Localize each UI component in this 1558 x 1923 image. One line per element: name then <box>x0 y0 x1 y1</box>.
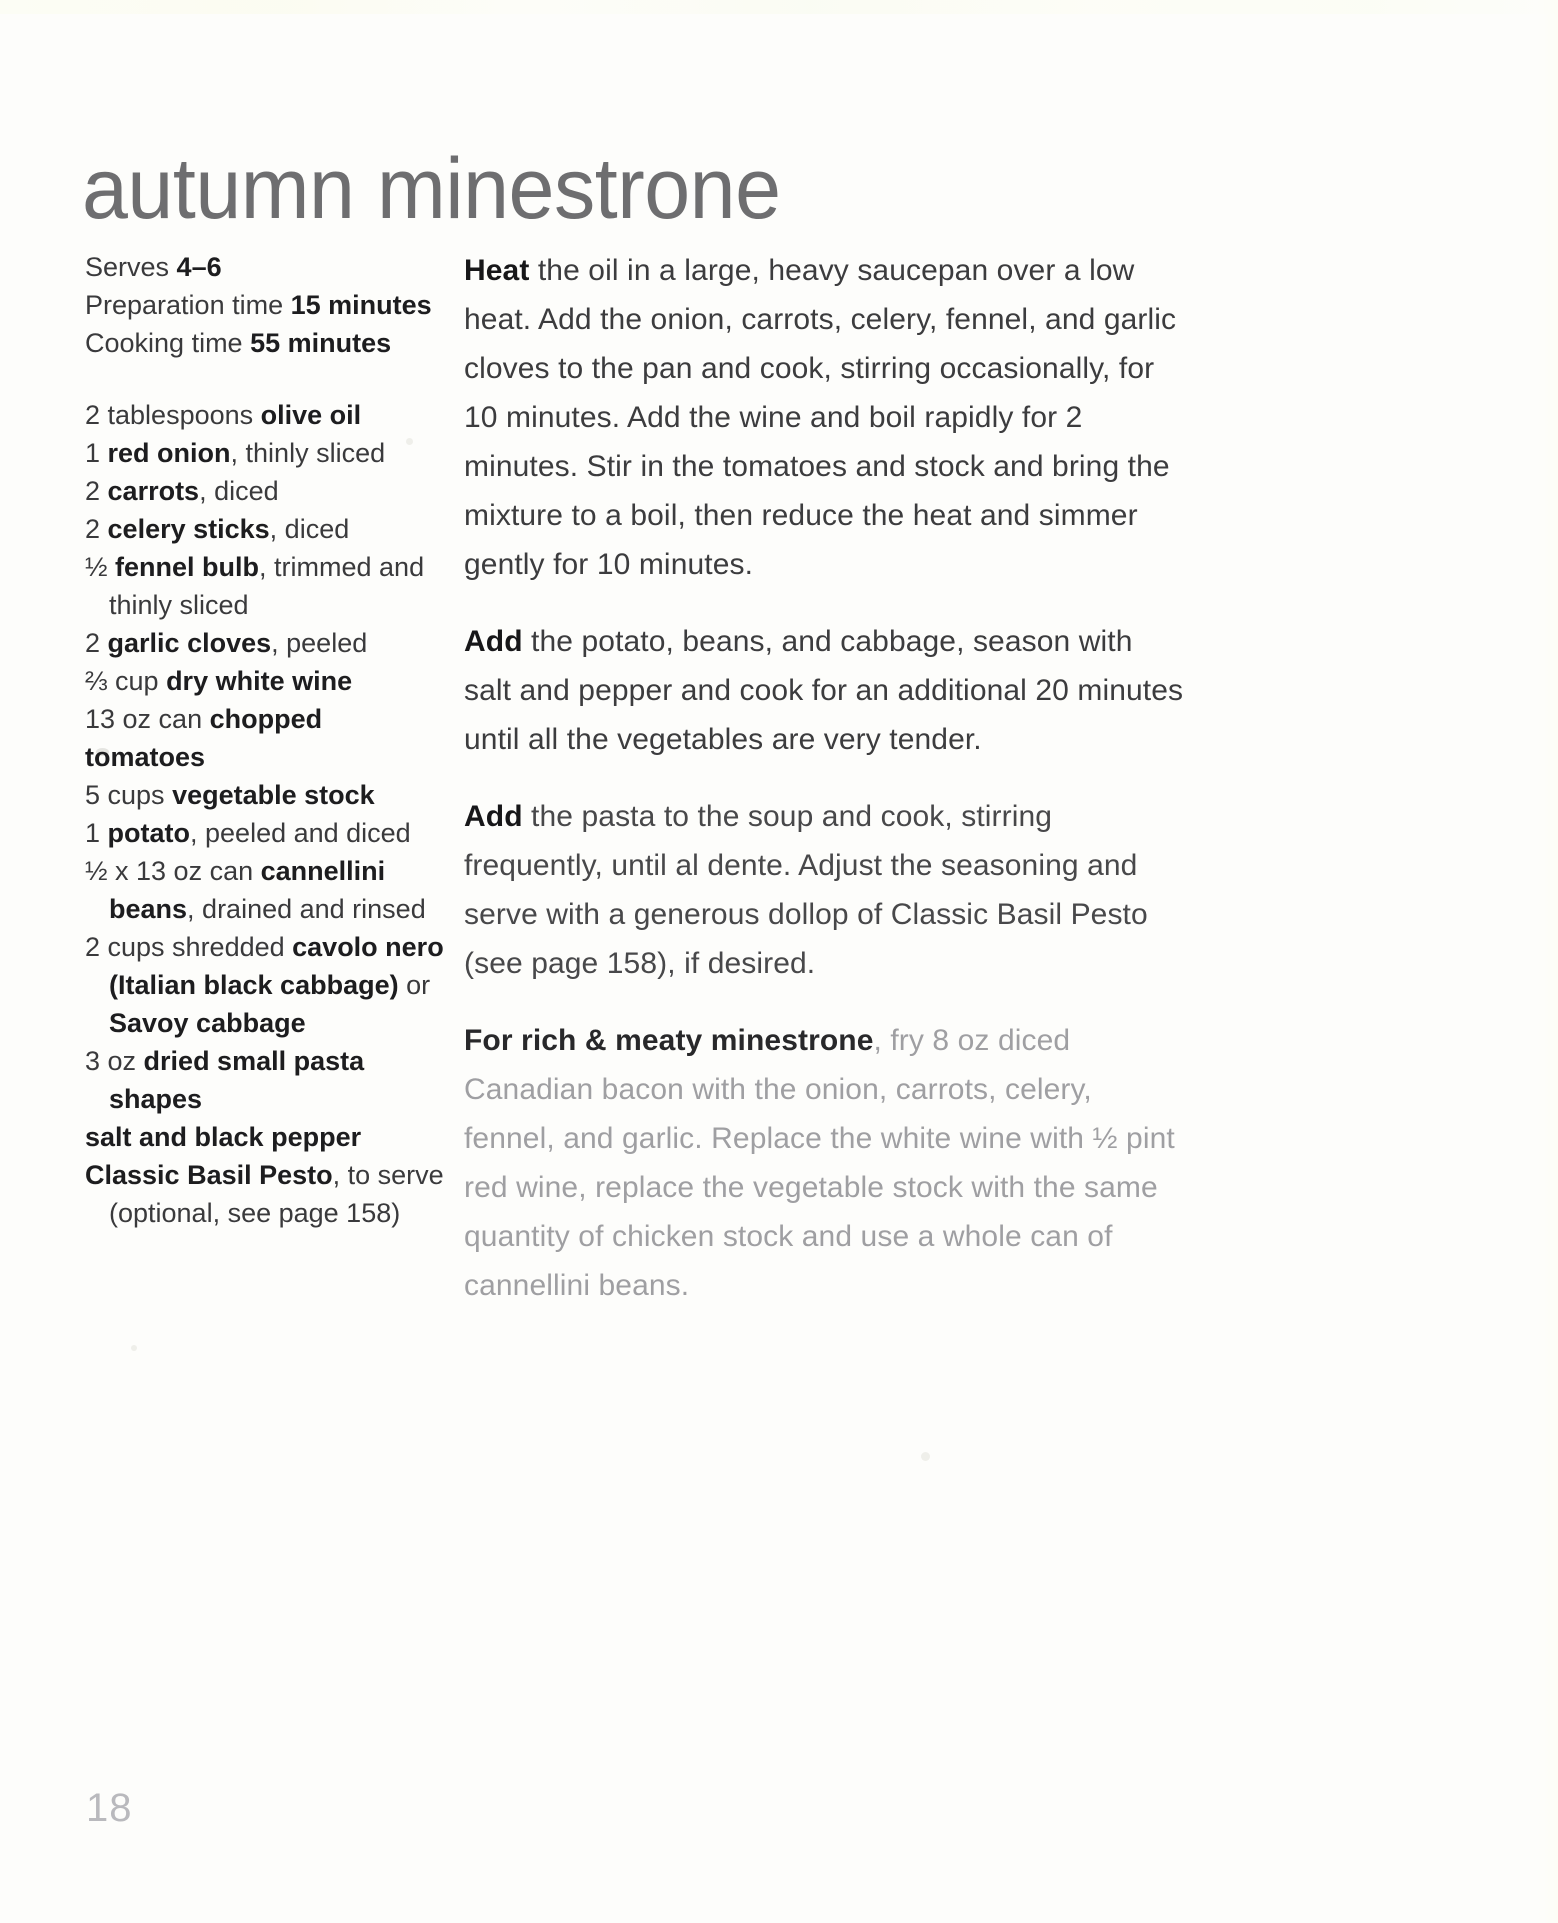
ingredient-name-continued-2: Savoy cabbage <box>109 1008 306 1038</box>
ingredient-item <box>85 814 445 852</box>
method-step <box>464 246 1186 589</box>
ingredient-name: carrots <box>107 476 200 506</box>
ingredient-note-continued: (optional, see page 158) <box>109 1198 401 1228</box>
page-title: autumn minestrone <box>82 140 781 237</box>
ingredient-quantity: 2 <box>85 628 108 658</box>
method-step-lead-word: Add <box>464 800 523 833</box>
ingredient-note: , peeled <box>271 628 368 658</box>
method-step <box>464 792 1186 988</box>
ingredient-name: dried small pasta <box>143 1046 365 1076</box>
ingredient-note-continued: thinly sliced <box>109 590 249 620</box>
meta-serves-value: 4–6 <box>176 252 222 282</box>
meta-preparation-time-value: 15 minutes <box>290 290 432 320</box>
scan-tint-top-edge <box>0 0 1558 14</box>
ingredient-quantity: 1 <box>85 438 108 468</box>
recipe-variation <box>464 1016 1186 1310</box>
ingredient-quantity: 13 oz can <box>85 704 210 734</box>
ingredient-name-continued: beans, drained and rinsed <box>109 894 426 924</box>
recipe-variation-lead: For rich & meaty minestrone <box>464 1024 874 1057</box>
ingredient-name: red onion <box>107 438 231 468</box>
ingredient-quantity: ½ x 13 oz can <box>85 856 261 886</box>
ingredient-quantity: 3 oz <box>85 1046 144 1076</box>
ingredient-name-continued: (Italian black cabbage) or <box>109 970 431 1000</box>
method-step-lead-word: Add <box>464 625 523 658</box>
ingredient-item <box>85 928 445 1042</box>
method-step-text: the potato, beans, and cabbage, season with salt and pepper and cook for an additional 20 minutes until all the vegetables are very tender. <box>464 625 1184 756</box>
ingredient-quantity: ½ <box>85 552 116 582</box>
method-step-text: the pasta to the soup and cook, stirring frequently, until al dente. Adjust the seasoning and serve with a generous dollop of Classic Basil Pesto (see page 158), if desired. <box>464 800 1148 980</box>
ingredient-quantity: ⅔ cup <box>85 666 167 696</box>
ingredient-item <box>85 396 445 434</box>
ingredient-item <box>85 1156 445 1232</box>
ingredient-quantity: 2 cups shredded <box>85 932 293 962</box>
ingredient-name: Classic Basil Pesto <box>85 1160 333 1190</box>
ingredient-note: , diced <box>269 514 350 544</box>
ingredient-name: potato <box>107 818 191 848</box>
ingredient-item <box>85 776 445 814</box>
method-column <box>464 246 1186 1338</box>
ingredient-quantity: 5 cups <box>85 780 173 810</box>
ingredient-name: vegetable stock <box>172 780 375 810</box>
ingredient-item <box>85 852 445 928</box>
ingredient-item <box>85 700 445 776</box>
ingredient-note: , peeled and diced <box>190 818 411 848</box>
ingredient-item <box>85 472 445 510</box>
recipe-meta <box>85 248 445 362</box>
recipe-variation-text: , fry 8 oz diced Canadian bacon with the onion, carrots, celery, fennel, and garlic. Replace the white wine with ½ pint red wine, replace the vegetable stock with the same quantity of chicken stock and use a whole can of cannellini beans. <box>464 1024 1175 1302</box>
meta-serves <box>85 248 445 286</box>
ingredient-quantity: 1 <box>85 818 108 848</box>
method-step-text: the oil in a large, heavy saucepan over a low heat. Add the onion, carrots, celery, fennel, and garlic cloves to the pan and cook, stirring occasionally, for 10 minutes. Add the wine and boil rapidly for 2 minutes. Stir in the tomatoes and stock and bring the mixture to a boil, then reduce the heat and simmer gently for 10 minutes. <box>464 254 1177 581</box>
ingredient-name: fennel bulb <box>115 552 260 582</box>
ingredient-note: , diced <box>199 476 279 506</box>
ingredient-item <box>85 1118 445 1156</box>
ingredient-item <box>85 624 445 662</box>
ingredients-column <box>85 248 445 1232</box>
meta-cooking-time-value: 55 minutes <box>250 328 392 358</box>
method-step <box>464 617 1186 764</box>
meta-cooking-time <box>85 324 445 362</box>
ingredient-note: , thinly sliced <box>230 438 386 468</box>
ingredient-name: chopped tomatoes <box>85 704 323 772</box>
ingredient-name: garlic cloves <box>107 628 272 658</box>
ingredient-name: celery sticks <box>107 514 270 544</box>
ingredient-note: , to serve <box>332 1160 444 1190</box>
method-step-lead-word: Heat <box>464 254 530 287</box>
ingredient-note: , trimmed and <box>259 552 425 582</box>
ingredient-item <box>85 434 445 472</box>
meta-preparation-time <box>85 286 445 324</box>
ingredient-item <box>85 510 445 548</box>
ingredient-name-continued: shapes <box>109 1084 203 1114</box>
ingredient-name: dry white wine <box>166 666 353 696</box>
page-number: 18 <box>86 1786 133 1830</box>
meta-preparation-time-label: Preparation time <box>85 290 291 320</box>
ingredient-name: salt and black pepper <box>85 1122 362 1152</box>
ingredient-name: cannellini <box>260 856 386 886</box>
ingredient-name: olive oil <box>260 400 362 430</box>
ingredient-quantity: 2 <box>85 514 108 544</box>
scan-speck <box>131 1345 137 1351</box>
meta-serves-label: Serves <box>85 252 177 282</box>
ingredient-quantity: 2 tablespoons <box>85 400 261 430</box>
ingredient-item <box>85 662 445 700</box>
ingredient-name: cavolo nero <box>292 932 444 962</box>
ingredient-quantity: 2 <box>85 476 108 506</box>
ingredient-item <box>85 1042 445 1118</box>
scan-speck <box>921 1452 930 1461</box>
ingredients-list <box>85 396 445 1232</box>
meta-cooking-time-label: Cooking time <box>85 328 251 358</box>
ingredient-item <box>85 548 445 624</box>
scan-tint-right-edge <box>1538 0 1558 1923</box>
